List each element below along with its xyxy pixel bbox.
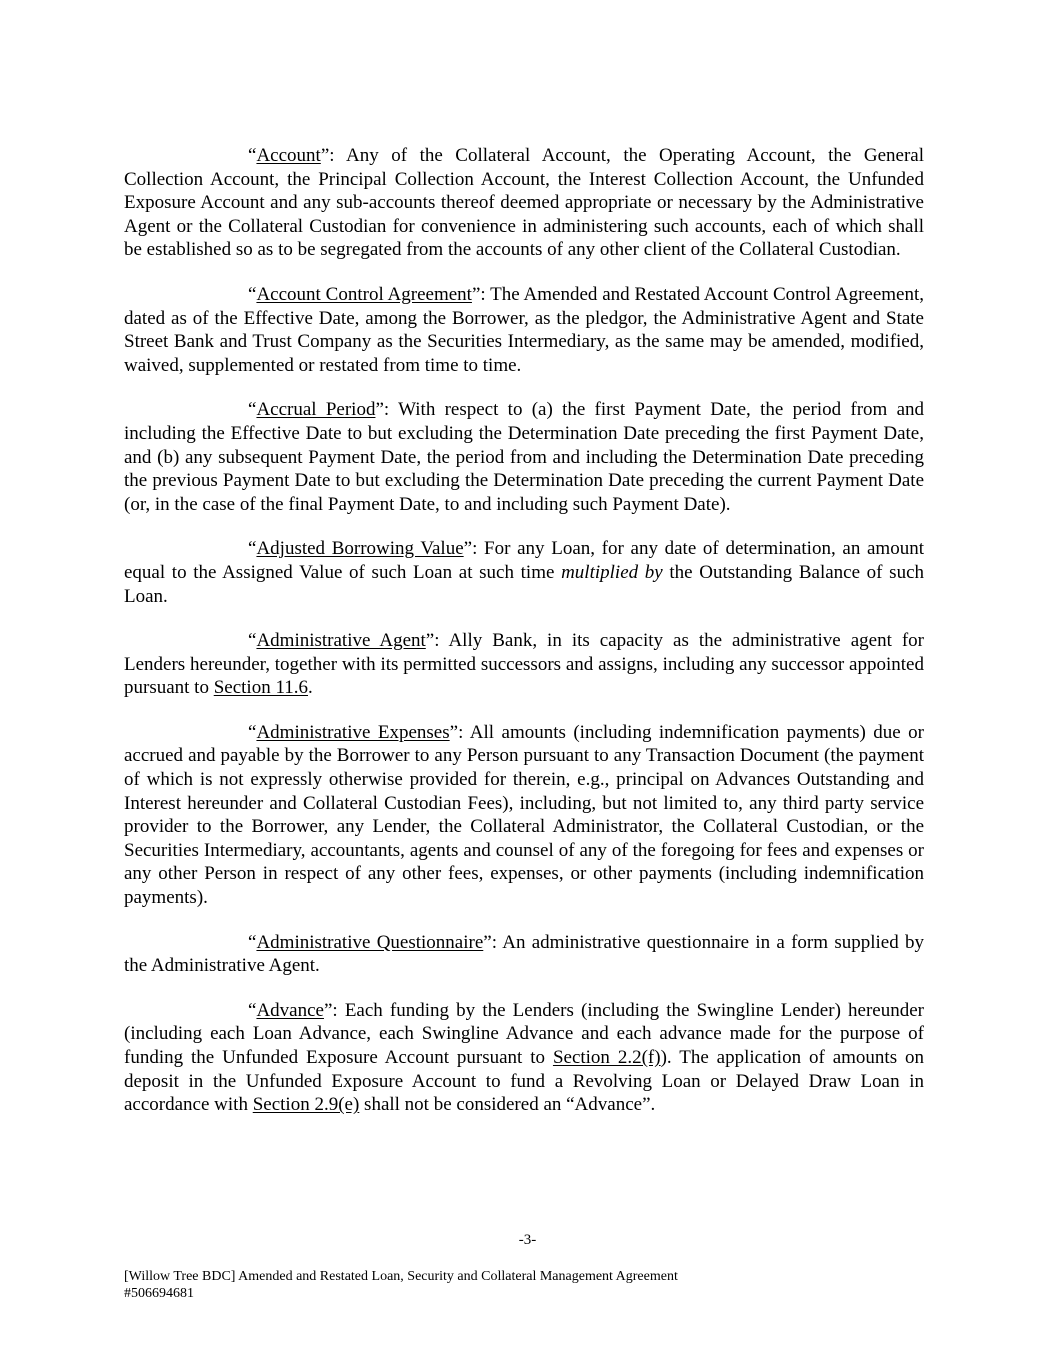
defined-term: Account	[256, 145, 321, 166]
section-reference: Section 11.6	[213, 677, 309, 699]
definition-account: “Account”: Any of the Collateral Account, the Operating Account, the General Collection Account, the Principal Collection Account, the Interest Collection Account, the Unfunded Exposure Account and any sub-accounts thereof deemed appropriate or necessary by the Administrative Agent or the Collateral Custodian for convenience in administering such accounts, each of which shall be established so as to be segregated from the accounts of any other client of the Collateral Custodian.	[124, 145, 924, 261]
page-number: -3-	[518, 1232, 537, 1248]
defined-term: Adjusted Borrowing Value	[256, 538, 464, 560]
document-body	[124, 144, 924, 1138]
footer-doc-id: #506694681	[124, 1286, 194, 1301]
footer-title: [Willow Tree BDC] Amended and Restated Loan, Security and Collateral Management Agreement	[124, 1269, 678, 1284]
definition-adjusted-borrowing-value: “Adjusted Borrowing Value”: For any Loan, for any date of determination, an amount equal to the Assigned Value of such Loan at such time multiplied by the Outstanding Balance of such Loan.	[124, 538, 925, 607]
definition-administrative-expenses: “Administrative Expenses”: All amounts (including indemnification payments) due or accrued and payable by the Borrower to any Person pursuant to any Transaction Document (the payment of which is not expressly otherwise provided for therein, e.g., principal on Advances Outstanding and Interest hereunder and Collateral Custodian Fees), including, but not limited to, any third party service provider to the Borrower, any Lender, the Collateral Administrator, the Collateral Custodian, or the Securities Intermediary, accountants, agents and counsel of any of the foregoing for fees and expenses or any other Person in respect of any other fees, expenses, or other payments (including indemnification payments).	[124, 721, 924, 909]
section-reference: Section 2.2(f)	[552, 1047, 661, 1068]
defined-term: Administrative Expenses	[256, 721, 450, 743]
section-reference: Section 2.9(e)	[252, 1094, 360, 1116]
defined-term: Administrative Agent	[256, 630, 426, 652]
definition-advance: “Advance”: Each funding by the Lenders (including the Swingline Lender) hereunder (including each Loan Advance, each Swingline Advance and each advance made for the purpose of funding the Unfunded Exposure Account pursuant to Section 2.2(f)). The application of amounts on deposit in the Unfunded Exposure Account to fund a Revolving Loan or Delayed Draw Loan in accordance with Section 2.9(e) shall not be considered an “Advance”.	[124, 999, 925, 1116]
definition-administrative-agent: “Administrative Agent”: Ally Bank, in its capacity as the administrative agent for Lenders hereunder, together with its permitted successors and assigns, including any successor appointed pursuant to Section 11.6.	[124, 630, 924, 699]
emphasis: multiplied by	[561, 561, 663, 583]
defined-term: Administrative Questionnaire	[256, 931, 484, 953]
document-footer	[124, 1268, 678, 1302]
defined-term: Accrual Period	[256, 399, 376, 421]
definition-administrative-questionnaire: “Administrative Questionnaire”: An administrative questionnaire in a form supplied by the Administrative Agent.	[124, 931, 924, 977]
defined-term: Advance	[256, 999, 324, 1021]
definition-account-control-agreement: “Account Control Agreement”: The Amended and Restated Account Control Agreement, dated as of the Effective Date, among the Borrower, as the pledgor, the Administrative Agent and State Street Bank and Trust Company as the Securities Intermediary, as the same may be amended, modified, waived, supplemented or restated from time to time.	[124, 283, 924, 376]
definition-accrual-period: “Accrual Period”: With respect to (a) the first Payment Date, the period from and including the Effective Date to but excluding the Determination Date preceding the first Payment Date, and (b) any subsequent Payment Date, the period from and including the Determination Date preceding the previous Payment Date to but excluding the Determination Date preceding the current Payment Date (or, in the case of the final Payment Date, to and including such Payment Date).	[124, 399, 925, 515]
defined-term: Account Control Agreement	[256, 283, 472, 305]
